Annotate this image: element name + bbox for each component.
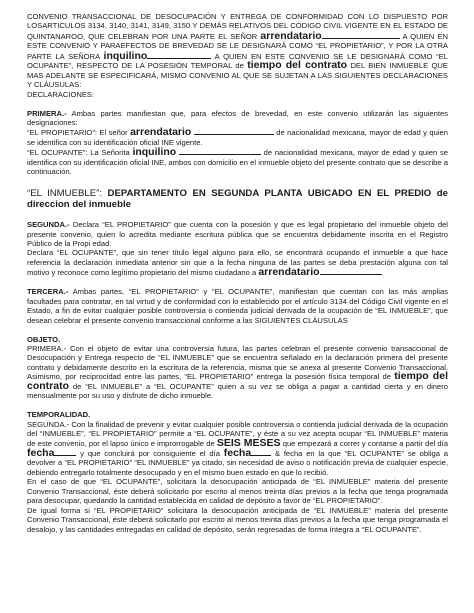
tercera-label: TERCERA.- xyxy=(27,287,69,297)
objeto-heading: OBJETO. xyxy=(27,334,61,344)
inquilino-field: inquilino xyxy=(103,49,148,62)
ocupante-designation xyxy=(27,147,448,176)
blank-line xyxy=(320,267,382,275)
blank-line xyxy=(251,448,271,456)
primera-declaracion xyxy=(27,109,448,128)
blank-line xyxy=(147,51,211,59)
blank-line xyxy=(322,31,400,39)
ocupante-suffix: de nacionalidad mexicana, mayor de edad y quien se identifica con su identificación oficial INE, ambos con domicilio en el inmueble objeto del presente contrato que se describe a continuación. xyxy=(27,148,448,177)
arrendatario-field: arrendatario xyxy=(258,266,320,279)
segunda-text-1: Declara “EL PROPIETARIO” que cuenta con la posesión y que es legal propietario del inmueble objeto del presente convenio, quien lo acredita mediante escritura pública que se encuentra debidamente inscrita en el Registro Público de la Propi edad. xyxy=(27,220,448,249)
blank-line xyxy=(194,127,274,135)
blank-line xyxy=(179,147,261,155)
objeto-text-2: de “EL INMUEBLE” a “EL OCUPANTE” quien a su vez se obliga a pagar a cantidad cierta y en dinero mensualmente por su uso y disfrute de dicho inmueble. xyxy=(27,381,448,401)
convenio-header xyxy=(27,12,448,90)
temporalidad-text-2: que empezará a correr y contarse a partir del día xyxy=(282,438,448,448)
segunda-label: SEGUNDA.- xyxy=(27,220,70,230)
temporalidad-clausula xyxy=(27,420,448,478)
propietario-designation xyxy=(27,127,448,147)
arrendatario-field: arrendatario xyxy=(130,126,192,139)
inmueble-description xyxy=(27,188,448,211)
propietario-prefix: “EL PROPIETARIO”: El señor xyxy=(27,128,128,138)
tiempo-contrato-field: tiempo del contrato xyxy=(247,59,348,72)
inmueble-text: DEPARTAMENTO EN SEGUNDA PLANTA UBICADO EN EL PREDIO de direccion del inmueble xyxy=(27,187,448,211)
propietario-suffix: de nacionalidad mexicana, mayor de edad y quien se identifica con su identificación oficial INE vigente. xyxy=(27,128,448,147)
segunda-text-2: Declara “EL OCUPANTE”, que sin tener título legal alguno para ello, se encontrará ocupando el inmueble a que hace referencia la declaración inmediata anterior sin que a la fecha ninguna de las partes se deba prestación alguna con tal motivo y reconoce como legítimo propietario del mismo ciudadano a xyxy=(27,248,448,278)
segunda-declaracion xyxy=(27,220,448,248)
primera-text: Ambas partes manifiestan que, para efectos de brevedad, en este convenio utilizarán las siguientes designaciones: xyxy=(27,108,448,127)
declaraciones-heading: DECLARACIONES: xyxy=(27,89,95,99)
temporalidad-ocupante: En el caso de que “EL OCUPANTE”, solicitara la desocupación anticipada de “EL INMUEBLE” materia del presente Convenio Transaccional, éste deberá solicitarlo por escrito al menos treinta días previos a la fecha que tenga programada para desocupar, quedando la cantidad establecida en calidad de depósito a favor de “EL PROPIETARIO”. xyxy=(27,477,448,506)
temporalidad-heading: TEMPORALIDAD. xyxy=(27,410,91,420)
blank-line xyxy=(54,448,76,456)
primera-label: PRIMERA.- xyxy=(27,108,67,118)
temporalidad-text-3: y que concluirá por consiguiente el día xyxy=(80,448,220,458)
header-line-1: CONVENIO TRANSACCIONAL DE DESOCUPACIÓN Y ENTREGA DE CONFORMIDAD CON LO DISPUESTO POR LOSARTICULOS 3134, 3140, 3141, 3149, 3150 Y DEMÁS RELATIVOS DEL CÓDIGO CIVIL VIGENTE EN EL ESTADO DE QUINTANAROO, QUE CELEBRAN POR UNA PARTE EL SEÑOR xyxy=(27,12,448,41)
fecha-inicio-field: fecha xyxy=(27,446,55,459)
objeto-clausula xyxy=(27,344,448,401)
header-line-2: A QUIEN EN ESTE CONVENIO Y PARAEFECTOS DE BREVEDAD SE LE DESIGNARÁ COMO “EL PROPIETARIO”, Y POR LA OTRA PARTE LA SEÑORA xyxy=(27,31,448,61)
inmueble-label: “EL INMUEBLE”: xyxy=(27,187,102,199)
seis-meses-field: SEIS MESES xyxy=(216,436,281,449)
tiempo-contrato-field: tiempo del contrato xyxy=(27,370,448,392)
header-line-3: A QUIEN EN ESTE CONVENIO SE LE DESIGNARÁ COMO “EL OCUPANTE”, RESPECTO DE LA POSESIÓN TEMPORAL de xyxy=(27,51,448,71)
segunda-declaracion-2 xyxy=(27,248,448,277)
tercera-declaracion xyxy=(27,287,448,325)
tercera-text: Ambas partes, “EL PROPIETARIO” y “EL OCUPANTE”, manifiestan que cuentan con las más amplias facultades para contratar, en tal virtud y de conformidad con lo establecido por el artículo 3134 del Código Civil vigente en el Estado, a fin de evitar cualquier posible controversia o contienda judicial derivada de la ocupación de “EL INMUEBLE”, que desean celebrar el presente convenio transaccional conforme a las SIGUIENTES CLÁUSULAS xyxy=(27,287,448,325)
objeto-text-1: PRIMERA.- Con el objeto de evitar una controversia futura, las partes celebran el presente convenio transaccional de Desocupación y Entrega respecto de “EL INMUEBLE” que se encuentra señalado en la declaración primera del presente contrato y debidamente descrito en la escritura de la referencia, misma que se anexa al presente Convenio Transaccional. Asimismo, por reciprocidad entre las partes, “EL PROPIETARIO” entrega la posesión física temporal de xyxy=(27,343,448,382)
temporalidad-text-4: & fecha en la que “EL OCUPANTE” se obliga a devolver a “EL PROPIETARIO” “EL INMUEBLE” ya citado, sin necesidad de aviso o notificación previa de cualquier especie, debiendo entregarlo totalmente desocupado y en el mismo buen estado en que lo recibió. xyxy=(27,448,448,477)
arrendatario-field: arrendatario xyxy=(260,29,322,42)
fecha-fin-field: fecha xyxy=(223,446,252,459)
header-line-4: DEL BIEN INMUEBLE QUE MAS ADELANTE SE ESPECIFICARÁ, MISMO CONVENIO AL QUE SE SUJETAN A LAS SIGUIENTES DECLARACIONES Y CLÁUSULAS: xyxy=(27,61,448,90)
ocupante-prefix: “EL OCUPANTE”: La Señorita xyxy=(27,148,130,158)
temporalidad-text-1: SEGUNDA.- Con la finalidad de prevenir y evitar cualquier posible controversia o contienda judicial derivada de la ocupación del “INMUEBLE”, “EL PROPIETARIO” permite a “EL OCUPANTE”, y éste a su vez acepta ocupar “EL INMUEBLE” materia de este convenio, por el lapso único e improrrogable de xyxy=(27,419,448,448)
inquilino-field: inquilino xyxy=(132,146,177,159)
temporalidad-propietario: De igual forma si “EL PROPIETARIO” solicitara la desocupación anticipada de “EL INMUEBLE” materia del presente Convenio Transaccional, éste deberá solicitarlo por escrito al menos treinta días previos a la fecha que tenga programada el desalojo, y las cantidades entregadas en calidad de depósito, serán regresadas de forma íntegra a “EL OCUPANTE”. xyxy=(27,505,448,534)
